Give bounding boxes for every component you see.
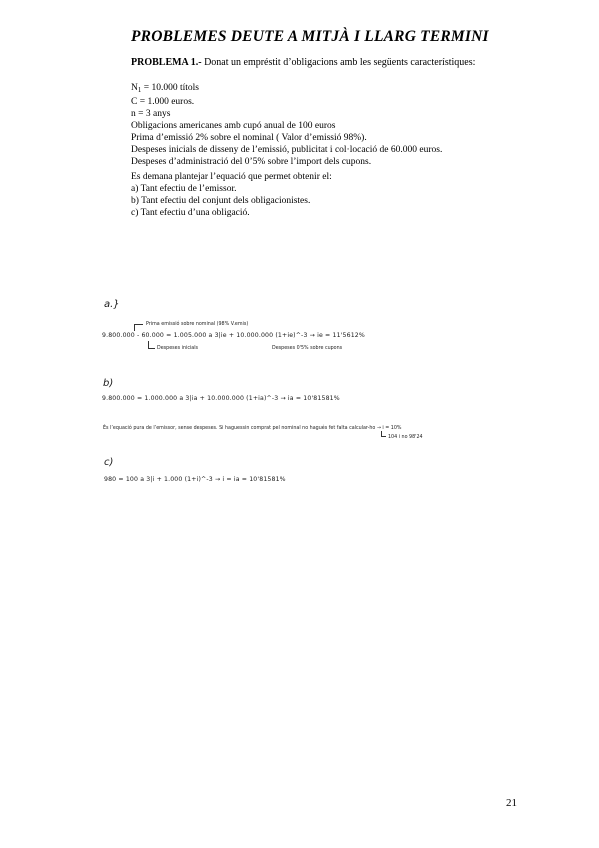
answer-a-equation: 9.800.000 - 60.000 = 1.005.000 a 3|ie + 10.000.000 (1+ie)^-3 → ie = 11'5612% <box>102 332 365 339</box>
data-line: $N_1 = 10.000$ títols <box>131 83 199 94</box>
page-number: 21 <box>506 797 517 809</box>
data-line: C = 1.000 euros. <box>131 97 195 107</box>
question-line: a) Tant efectiu de l’emissor. <box>131 184 237 194</box>
answer-c-equation: 980 = 100 a 3|i + 1.000 (1+i)^-3 → i = ia = 10'81581% <box>104 476 286 483</box>
answer-a-hook-top <box>134 324 143 331</box>
data-line: Prima d’emissió 2% sobre el nominal ( Valor d’emissió 98%). <box>131 133 367 143</box>
question-line: b) Tant efectiu del conjunt dels obligacionistes. <box>131 196 311 206</box>
question-list <box>131 171 332 219</box>
answer-a-note-top: Prima emissió sobre nominal (98% V.emis) <box>146 322 249 327</box>
answer-b-comment: És l’equació pura de l’emissor, sense despeses. Si haguessin comprat pel nominal no hagués fet falta calcular-ho → i = 10% <box>103 426 402 431</box>
data-line: Obligacions americanes amb cupó anual de 100 euros <box>131 121 336 131</box>
data-line: Despeses inicials de disseny de l’emissió, publicitat i col·locació de 60.000 euros. <box>131 145 443 155</box>
answer-a-hook-bottom <box>148 341 155 349</box>
answer-a-note-bottom-left: Despeses inicials <box>157 346 199 351</box>
page-title: PROBLEMES DEUTE A MITJÀ I LLARG TERMINI <box>131 28 489 45</box>
answer-a-label: a.} <box>104 299 120 310</box>
answer-b-equation: 9.800.000 = 1.000.000 a 3|ia + 10.000.000 (1+ia)^-3 → ia = 10'81581% <box>102 395 340 402</box>
answer-c-label: c) <box>104 457 114 468</box>
answer-a-note-bottom-right: Despeses 0'5% sobre cupons <box>272 346 343 351</box>
problem-data-list <box>131 82 442 168</box>
data-line: Despeses d’administració del 0’5% sobre l’import dels cupons. <box>131 157 372 167</box>
problem-heading: PROBLEMA 1.- <box>131 57 202 68</box>
problem-intro <box>131 57 475 68</box>
problem-intro-text: Donat un empréstit d’obligacions amb les següents característiques: <box>201 57 476 68</box>
question-line: c) Tant efectiu d’una obligació. <box>131 208 250 218</box>
answer-b-hook <box>381 431 386 437</box>
answer-b-comment-note: 104 i no 98'24 <box>388 435 423 440</box>
data-line: n = 3 anys <box>131 109 171 119</box>
answer-b-label: b) <box>103 378 114 389</box>
question-line: Es demana plantejar l’equació que permet obtenir el: <box>131 172 332 182</box>
